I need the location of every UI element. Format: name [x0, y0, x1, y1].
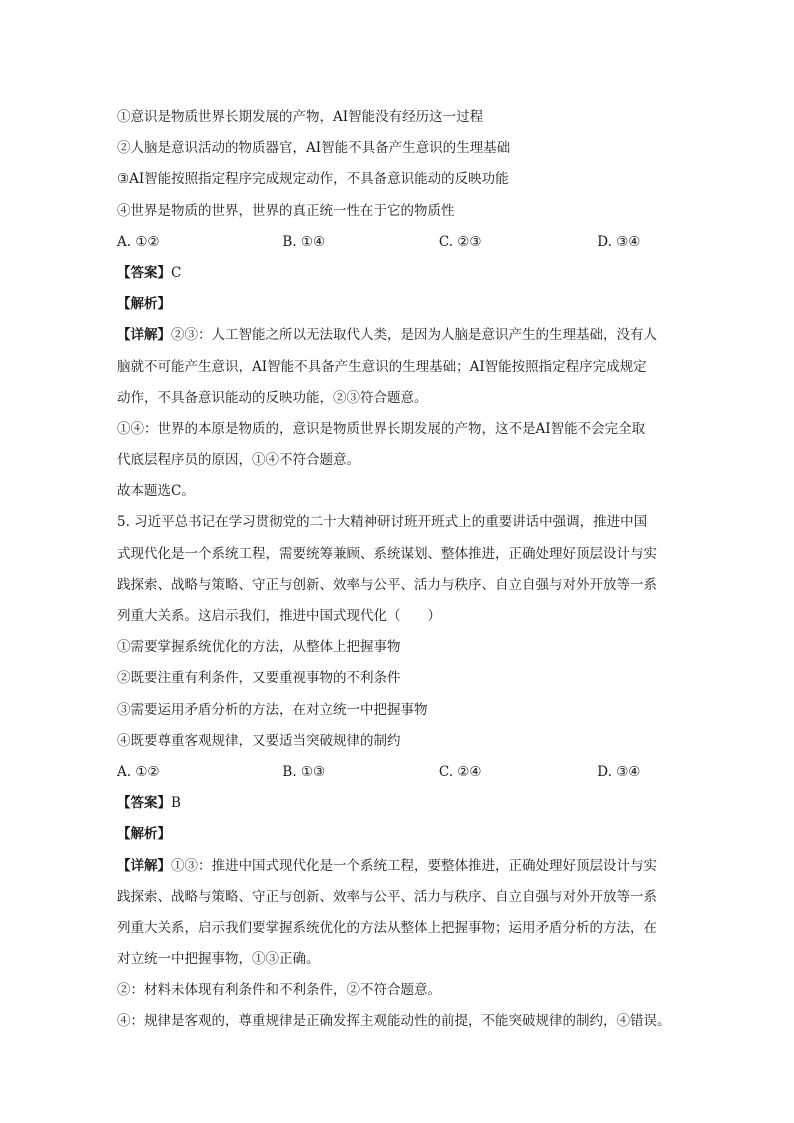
q4-item-2: ②人脑是意识活动的物质器官，AI智能不具备产生意识的生理基础: [117, 140, 511, 157]
q4-answer-value: C: [171, 264, 182, 281]
q5-option-d: D. ③④: [597, 763, 641, 780]
q5-detail-label: 【详解】: [117, 857, 171, 874]
q5-detail-line-2: 践探索、战略与策略、守正与创新、效率与公平、活力与秩序、自立自强与对外开放等一系: [117, 888, 657, 905]
q4-option-c: C. ②③: [438, 233, 482, 250]
q5-item-4: ④既要尊重客观规律，又要适当突破规律的制约: [117, 732, 401, 749]
q4-detail-text-1: ②③：人工智能之所以无法取代人类，是因为人脑是意识产生的生理基础，没有人: [171, 327, 657, 344]
q5-detail-text-1: ①③：推进中国式现代化是一个系统工程，要整体推进，正确处理好顶层设计与实: [171, 857, 657, 874]
q4-answer: [117, 258, 677, 289]
q5-item-1: ①需要掌握系统优化的方法，从整体上把握事物: [117, 639, 401, 656]
q4-analysis-label: 【解析】: [117, 296, 171, 313]
q5-extra-line-2: ④：规律是客观的，尊重规律是正确发挥主观能动性的前提，不能突破规律的制约，④错误。: [117, 1013, 671, 1030]
q4-detail-label: 【详解】: [117, 327, 171, 344]
q5-options: [117, 757, 677, 788]
q5-option-c: C. ②④: [438, 763, 482, 780]
q5-answer: [117, 788, 677, 819]
q4-answer-label: 【答案】: [117, 264, 171, 281]
q4-item-4: ④世界是物质的世界，世界的真正统一性在于它的物质性: [117, 202, 455, 219]
q5-answer-label: 【答案】: [117, 795, 171, 812]
q5-analysis-label: 【解析】: [117, 826, 171, 843]
q4-options: [117, 227, 677, 258]
q4-detail-line-2: 脑就不可能产生意识，AI智能不具备产生意识的生理基础；AI智能按照指定程序完成规定: [117, 358, 647, 375]
q4-extra-line-1: ①④：世界的本原是物质的，意识是物质世界长期发展的产物，这不是AI智能不会完全取: [117, 420, 646, 437]
q4-option-b: B. ①④: [282, 233, 326, 250]
q4-detail-line-3: 动作，不具备意识能动的反映功能，②③符合题意。: [117, 389, 428, 406]
q5-stem-line-2: 式现代化是一个系统工程，需要统筹兼顾、系统谋划、整体推进，正确处理好顶层设计与实: [117, 545, 657, 562]
q4-conclusion: 故本题选C。: [117, 483, 195, 500]
q5-detail-line-3: 列重大关系，启示我们要掌握系统优化的方法从整体上把握事物；运用矛盾分析的方法，在: [117, 919, 657, 936]
q5-stem-line-4: 列重大关系。这启示我们，推进中国式现代化（ ）: [117, 608, 441, 624]
q4-item-3: ③AI智能按照指定程序完成规定动作，不具备意识能动的反映功能: [117, 171, 509, 188]
q5-item-2: ②既要注重有利条件，又要重视事物的不利条件: [117, 670, 401, 687]
q4-option-a: A. ①②: [117, 233, 160, 250]
q4-extra-line-2: 代底层程序员的原因，①④不符合题意。: [117, 452, 360, 469]
q5-stem-line-3: 践探索、战略与策略、守正与创新、效率与公平、活力与秩序、自立自强与对外开放等一系: [117, 576, 657, 593]
q4-option-d: D. ③④: [597, 233, 641, 250]
q4-analysis-heading: [117, 289, 677, 320]
q4-item-1: ①意识是物质世界长期发展的产物，AI智能没有经历这一过程: [117, 109, 484, 125]
document-page: [117, 102, 677, 1038]
q5-detail-line-1: [117, 851, 677, 882]
q5-extra-line-1: ②：材料未体现有利条件和不利条件，②不符合题意。: [117, 982, 441, 999]
q4-detail-line-1: [117, 320, 677, 351]
q5-option-b: B. ①③: [282, 763, 326, 780]
q5-option-a: A. ①②: [117, 763, 160, 780]
q5-item-3: ③需要运用矛盾分析的方法，在对立统一中把握事物: [117, 701, 428, 718]
q5-stem-line-1: 5. 习近平总书记在学习贯彻党的二十大精神研讨班开班式上的重要讲话中强调，推进中国: [117, 514, 648, 531]
q5-analysis-heading: [117, 819, 677, 850]
q5-detail-line-4: 对立统一中把握事物，①③正确。: [117, 951, 320, 968]
q5-answer-value: B: [171, 795, 181, 812]
